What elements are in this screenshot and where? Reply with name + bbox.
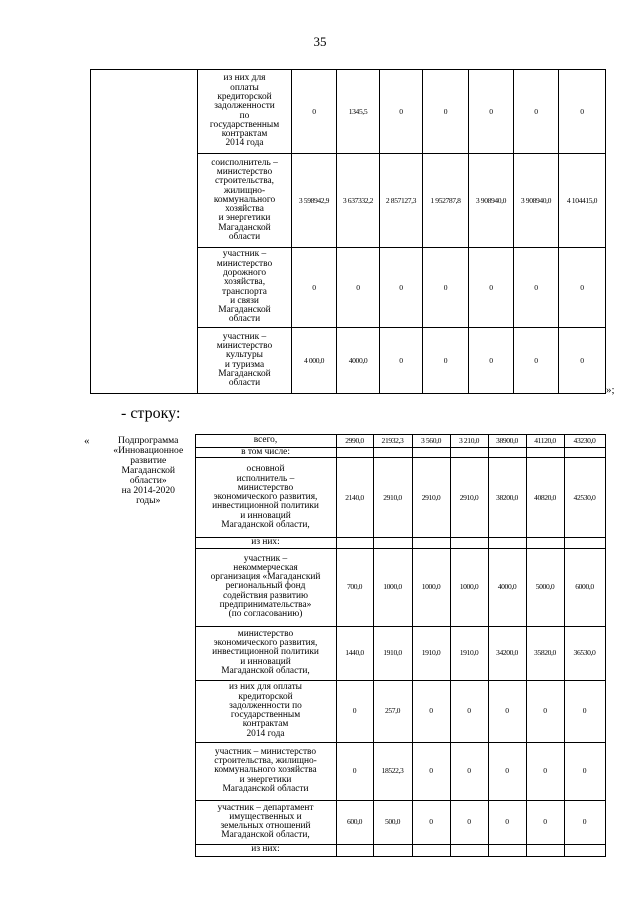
row-label: участник – министерство дорожного хозяйства, транспорта и связи Магаданской области: [198, 248, 292, 328]
value-cell: 42530,0: [564, 458, 605, 538]
value-cell: [450, 448, 488, 458]
row-label: участник – министерство культуры и туризма Магаданской области: [198, 328, 292, 394]
replacement-table: [102, 434, 606, 857]
value-cell: [564, 448, 605, 458]
value-cell: 0: [564, 742, 605, 800]
value-cell: [336, 844, 373, 856]
row-label: из них для оплаты кредиторской задолженности по государственным контрактам 2014 года: [198, 70, 292, 154]
value-cell: [526, 844, 564, 856]
value-cell: 0: [469, 328, 514, 394]
value-cell: [373, 448, 412, 458]
value-cell: 3 560,0: [412, 435, 450, 448]
value-cell: [526, 448, 564, 458]
value-cell: 1000,0: [412, 548, 450, 626]
value-cell: 0: [412, 680, 450, 742]
value-cell: 0: [412, 742, 450, 800]
page-number: 35: [313, 34, 327, 49]
value-cell: 3 210,0: [450, 435, 488, 448]
value-cell: 4000,0: [488, 548, 526, 626]
value-cell: [450, 538, 488, 548]
value-cell: 0: [450, 800, 488, 844]
row-label: участник – некоммерческая организация «Магаданский региональный фонд содействия развитию предпринимательства» (по согласованию): [195, 548, 336, 626]
value-cell: 40820,0: [526, 458, 564, 538]
row-label: министерство экономического развития, инвестиционной политики и инноваций Магаданской области,: [195, 626, 336, 680]
value-cell: [412, 844, 450, 856]
value-cell: 34200,0: [488, 626, 526, 680]
value-cell: 0: [337, 248, 380, 328]
value-cell: 0: [450, 680, 488, 742]
value-cell: [564, 538, 605, 548]
row-label: соисполнитель – министерство строительства, жилищно- коммунального хозяйства и энергетики Магаданской области: [198, 154, 292, 248]
value-cell: 1910,0: [412, 626, 450, 680]
row-label: из них:: [195, 844, 336, 856]
value-cell: [488, 844, 526, 856]
value-cell: [488, 538, 526, 548]
value-cell: 0: [526, 680, 564, 742]
value-cell: 4 104415,0: [559, 154, 606, 248]
value-cell: 0: [564, 800, 605, 844]
value-cell: 1 952787,8: [423, 154, 469, 248]
empty-program-cell: [91, 70, 198, 394]
value-cell: 2910,0: [450, 458, 488, 538]
value-cell: 3 908940,0: [514, 154, 559, 248]
value-cell: 0: [559, 248, 606, 328]
value-cell: 0: [292, 248, 337, 328]
value-cell: [373, 538, 412, 548]
instruction-text: - строку:: [121, 405, 181, 422]
value-cell: 1440,0: [336, 626, 373, 680]
value-cell: 41120,0: [526, 435, 564, 448]
row-label: основной исполнитель – министерство экономического развития, инвестиционной политики и инноваций Магаданской области,: [195, 458, 336, 538]
row-label: участник – департамент имущественных и земельных отношений Магаданской области,: [195, 800, 336, 844]
value-cell: 257,0: [373, 680, 412, 742]
value-cell: [564, 844, 605, 856]
value-cell: 0: [336, 742, 373, 800]
value-cell: 0: [336, 680, 373, 742]
value-cell: 1910,0: [373, 626, 412, 680]
value-cell: 4 000,0: [292, 328, 337, 394]
table-row: [91, 70, 606, 154]
value-cell: [450, 844, 488, 856]
value-cell: 700,0: [336, 548, 373, 626]
row-label: из них для оплаты кредиторской задолженности по государственным контрактам 2014 года: [195, 680, 336, 742]
value-cell: 500,0: [373, 800, 412, 844]
value-cell: 1910,0: [450, 626, 488, 680]
value-cell: [336, 448, 373, 458]
value-cell: 1000,0: [450, 548, 488, 626]
value-cell: 38900,0: [488, 435, 526, 448]
value-cell: 38200,0: [488, 458, 526, 538]
value-cell: 1000,0: [373, 548, 412, 626]
row-label: из них:: [195, 538, 336, 548]
value-cell: 43230,0: [564, 435, 605, 448]
value-cell: 0: [514, 70, 559, 154]
value-cell: 0: [380, 248, 423, 328]
value-cell: 0: [469, 248, 514, 328]
closing-quote-mark: »;: [606, 384, 615, 396]
value-cell: [373, 844, 412, 856]
value-cell: [412, 538, 450, 548]
value-cell: 0: [292, 70, 337, 154]
continued-table: [90, 69, 606, 394]
row-label: в том числе:: [195, 448, 336, 458]
value-cell: 0: [423, 328, 469, 394]
value-cell: 18522,3: [373, 742, 412, 800]
opening-quote-mark: «: [84, 435, 90, 447]
row-label: всего,: [195, 435, 336, 448]
value-cell: 0: [380, 328, 423, 394]
value-cell: 600,0: [336, 800, 373, 844]
value-cell: 4000,0: [337, 328, 380, 394]
value-cell: 0: [380, 70, 423, 154]
value-cell: 0: [423, 70, 469, 154]
value-cell: 0: [559, 70, 606, 154]
value-cell: 1345,5: [337, 70, 380, 154]
value-cell: 35820,0: [526, 626, 564, 680]
value-cell: 3 908940,0: [469, 154, 514, 248]
value-cell: 0: [564, 680, 605, 742]
value-cell: 0: [526, 742, 564, 800]
table-row: [102, 435, 605, 448]
value-cell: 3 598942,9: [292, 154, 337, 248]
value-cell: 2 857127,3: [380, 154, 423, 248]
value-cell: 2910,0: [373, 458, 412, 538]
value-cell: 2990,0: [336, 435, 373, 448]
row-label: участник – министерство строительства, жилищно- коммунального хозяйства и энергетики Магаданской области: [195, 742, 336, 800]
value-cell: 3 637332,2: [337, 154, 380, 248]
value-cell: 2140,0: [336, 458, 373, 538]
value-cell: 21932,3: [373, 435, 412, 448]
value-cell: 0: [526, 800, 564, 844]
value-cell: 6000,0: [564, 548, 605, 626]
value-cell: 0: [488, 680, 526, 742]
value-cell: 0: [514, 248, 559, 328]
value-cell: [488, 448, 526, 458]
value-cell: 36530,0: [564, 626, 605, 680]
value-cell: [526, 538, 564, 548]
value-cell: 0: [412, 800, 450, 844]
value-cell: 0: [488, 800, 526, 844]
value-cell: 0: [469, 70, 514, 154]
value-cell: 5000,0: [526, 548, 564, 626]
value-cell: [336, 538, 373, 548]
value-cell: 0: [514, 328, 559, 394]
value-cell: 2910,0: [412, 458, 450, 538]
subprogram-name: Подпрограмма «Инновационное развитие Магаданской области» на 2014-2020 годы»: [113, 434, 184, 506]
value-cell: 0: [423, 248, 469, 328]
value-cell: 0: [450, 742, 488, 800]
value-cell: 0: [488, 742, 526, 800]
value-cell: [412, 448, 450, 458]
value-cell: 0: [559, 328, 606, 394]
